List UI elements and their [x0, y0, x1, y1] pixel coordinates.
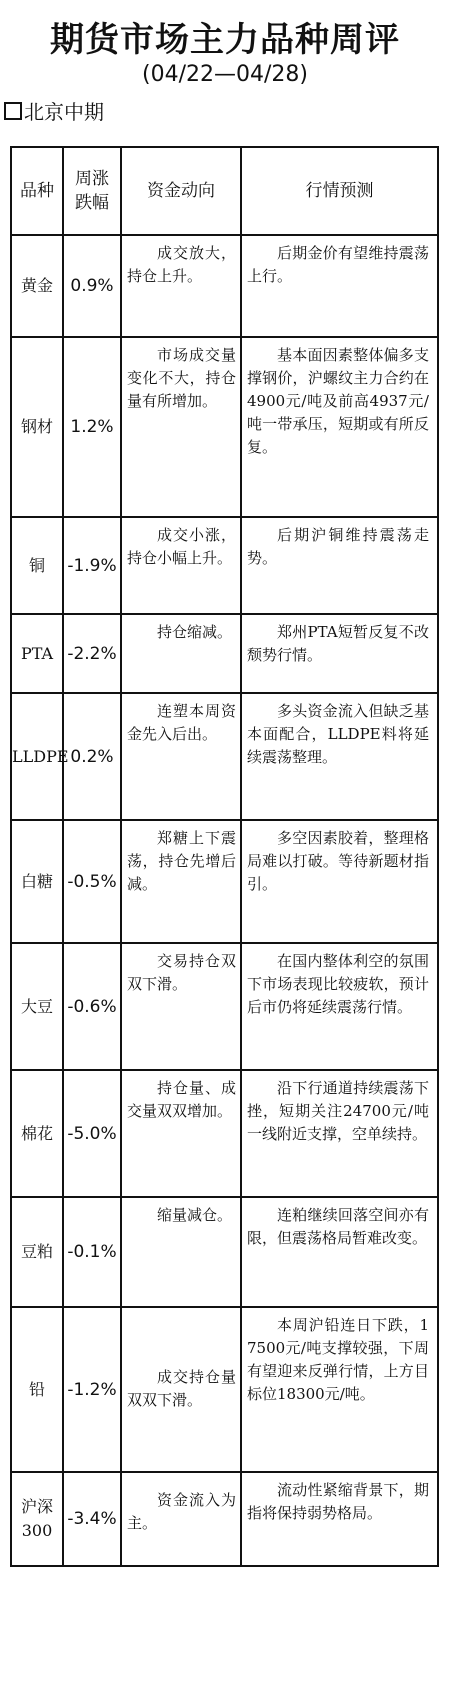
source-text: 北京中期 — [24, 100, 104, 124]
table-row — [11, 1070, 438, 1197]
table-row — [11, 614, 438, 693]
table-row — [11, 337, 438, 517]
forecast-cell: 基本面因素整体偏多支撑钢价，沪螺纹主力合约在4900元/吨及前高4937元/吨一带承压，短期或有所反复。 — [241, 337, 438, 517]
table-row — [11, 693, 438, 820]
change-cell: -0.6% — [63, 943, 121, 1070]
forecast-cell: 郑州PTA短暂反复不改颓势行情。 — [241, 614, 438, 693]
forecast-cell: 沿下行通道持续震荡下挫，短期关注24700元/吨一线附近支撑，空单续持。 — [241, 1070, 438, 1197]
square-icon — [4, 102, 22, 120]
funds-cell: 资金流入为主。 — [121, 1472, 241, 1566]
variety-cell: 铅 — [11, 1307, 63, 1472]
variety-cell: LLDPE — [11, 693, 63, 820]
change-cell: 0.2% — [63, 693, 121, 820]
funds-cell: 交易持仓双双下滑。 — [121, 943, 241, 1070]
page-title: 期货市场主力品种周评 — [50, 20, 400, 60]
forecast-cell: 在国内整体利空的氛围下市场表现比较疲软，预计后市仍将延续震荡行情。 — [241, 943, 438, 1070]
funds-cell: 成交小涨，持仓小幅上升。 — [121, 517, 241, 614]
variety-cell: 钢材 — [11, 337, 63, 517]
forecast-cell: 多头资金流入但缺乏基本面配合，LLDPE料将延续震荡整理。 — [241, 693, 438, 820]
change-cell: 0.9% — [63, 235, 121, 337]
forecast-cell: 后期金价有望维持震荡上行。 — [241, 235, 438, 337]
forecast-cell: 多空因素胶着，整理格局难以打破。等待新题材指引。 — [241, 820, 438, 943]
forecast-cell: 连粕继续回落空间亦有限，但震荡格局暂难改变。 — [241, 1197, 438, 1307]
table-row — [11, 1307, 438, 1472]
table-row — [11, 1197, 438, 1307]
header-fund-flow: 资金动向 — [121, 147, 241, 235]
date-range: (04/22—04/28) — [142, 62, 308, 87]
table-row — [11, 1472, 438, 1566]
change-cell: 1.2% — [63, 337, 121, 517]
table-row — [11, 820, 438, 943]
source-label — [4, 96, 104, 125]
change-cell: -1.2% — [63, 1307, 121, 1472]
variety-cell: 棉花 — [11, 1070, 63, 1197]
change-cell: -5.0% — [63, 1070, 121, 1197]
change-cell: -2.2% — [63, 614, 121, 693]
variety-cell: 黄金 — [11, 235, 63, 337]
table-row — [11, 235, 438, 337]
variety-cell: 铜 — [11, 517, 63, 614]
variety-cell: 沪深 300 — [11, 1472, 63, 1566]
forecast-cell: 后期沪铜维持震荡走势。 — [241, 517, 438, 614]
funds-cell: 市场成交量变化不大，持仓量有所增加。 — [121, 337, 241, 517]
variety-cell: 大豆 — [11, 943, 63, 1070]
change-cell: -0.1% — [63, 1197, 121, 1307]
variety-cell: PTA — [11, 614, 63, 693]
funds-cell: 缩量减仓。 — [121, 1197, 241, 1307]
header-weekly-change: 周涨 跌幅 — [63, 147, 121, 235]
table-row — [11, 517, 438, 614]
variety-cell: 豆粕 — [11, 1197, 63, 1307]
funds-cell: 连塑本周资金先入后出。 — [121, 693, 241, 820]
change-cell: -1.9% — [63, 517, 121, 614]
change-cell: -3.4% — [63, 1472, 121, 1566]
table-header-row — [11, 147, 438, 235]
header-variety: 品种 — [11, 147, 63, 235]
variety-cell: 白糖 — [11, 820, 63, 943]
header-market-forecast: 行情预测 — [241, 147, 438, 235]
forecast-cell: 本周沪铅连日下跌，17500元/吨支撑较强，下周有望迎来反弹行情，上方目标位18300元/吨。 — [241, 1307, 438, 1472]
change-cell: -0.5% — [63, 820, 121, 943]
funds-cell: 持仓缩减。 — [121, 614, 241, 693]
funds-cell: 持仓量、成交量双双增加。 — [121, 1070, 241, 1197]
futures-review-table — [10, 146, 439, 1567]
forecast-cell: 流动性紧缩背景下，期指将保持弱势格局。 — [241, 1472, 438, 1566]
funds-cell: 成交持仓量双双下滑。 — [121, 1307, 241, 1472]
table-row — [11, 943, 438, 1070]
funds-cell: 郑糖上下震荡，持仓先增后减。 — [121, 820, 241, 943]
funds-cell: 成交放大，持仓上升。 — [121, 235, 241, 337]
